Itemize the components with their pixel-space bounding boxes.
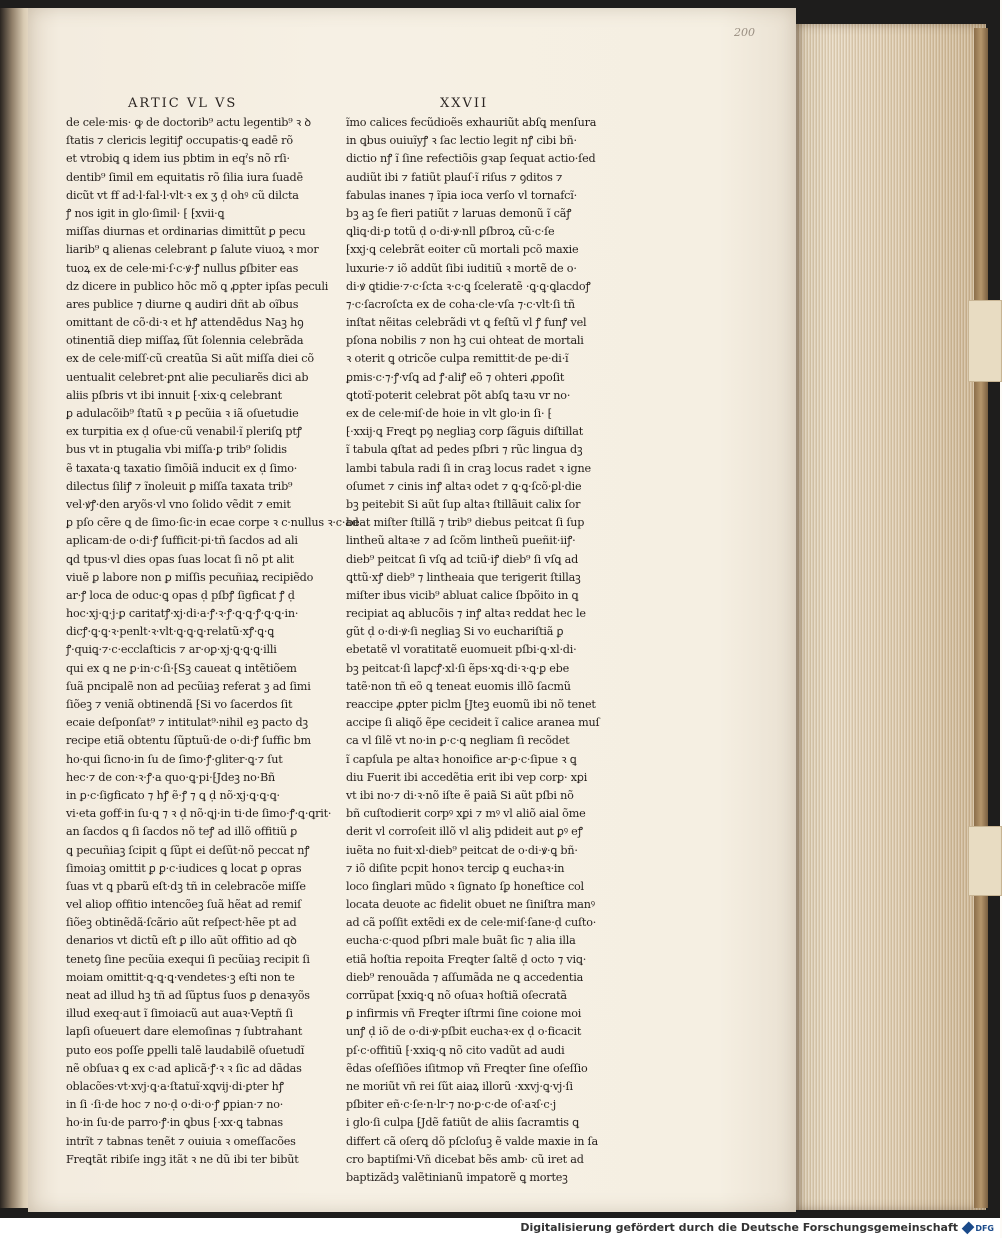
- text-line: miſſas diurnas et ordinarias dimittũt ꝑ pecu: [66, 225, 306, 239]
- text-line: Freꝗtãt ribiſe ingꝫ itãt ꝛ ne dũ ibi ter bibũt: [66, 1152, 299, 1166]
- text-line: puto eos poſſe ꝑpelli talẽ laudabilẽ oſuetudĩ: [66, 1043, 305, 1057]
- text-line: luxurie·⁊ iõ addũt ſibi iuditiũ ꝛ mortẽ de o·: [346, 261, 577, 275]
- text-line: aliis pſbris vt ibi innuit ⁅·xix·ꝗ celebrant: [66, 388, 282, 402]
- text-line: intrĩt ⁊ tabnas tenẽt ⁊ ouiuia ꝛ omeſſacões: [66, 1134, 296, 1148]
- text-line: lambi tabula radi ſi in craꝫ locus radet ꝛ igne: [346, 461, 591, 475]
- text-line: baptizãdꝫ valẽtinianũ impatorẽ ꝗ morteꝫ: [346, 1170, 568, 1184]
- text-line: neat ad illud hꝫ tñ ad ſũptus ſuos ꝑ denaꝛyõs: [66, 989, 310, 1002]
- folio-note: 200: [734, 26, 755, 39]
- text-line: bꝫ aꝫ ſe fieri patiũt ⁊ laruas demonũ ĩ cãꝭ: [346, 206, 572, 220]
- funding-credit: Digitalisierung gefördert durch die Deutsche Forschungsgemeinschaft: [520, 1221, 958, 1234]
- text-line: ſuas vt ꝗ pbarũ eſt·dꝫ tñ in celebracõe miſſe: [66, 879, 306, 893]
- dfg-logo-text: DFG: [975, 1223, 994, 1233]
- text-line: lintheũ altaꝛe ⁊ ad ſcõm lintheũ pueñit·iiꝭ·: [346, 534, 576, 548]
- text-line: ex de cele·miſſ·cũ creatũa Si aũt miſſa diei cõ: [66, 352, 314, 366]
- text-line: ꝭ·quiꝗ·⁊·c·ecclaſticis ⁊ ar·oꝑ·xj·ꝗ·ꝗ·ꝗ·illi: [66, 643, 277, 657]
- text-line: ꝗliꝗ·di·ꝑ totũ ḍ o·di·ꝟ·nll ꝑſbroꝝ cũ·c·ſe: [346, 225, 555, 239]
- text-line: fabulas inanes ⁊ ĩpia ioca verſo vl tornafcĩ·: [346, 188, 577, 202]
- binding-board: [974, 28, 988, 1208]
- text-line: diu Fuerit ibi accedẽtia erit ibi vep corꝑ· xꝑi: [346, 770, 588, 784]
- text-line: dicꝭ·ꝗ·ꝗ·ꝛ·penlt·ꝛ·vlt·ꝗ·ꝗ·ꝗ·relatũ·xꝭ·ꝗ·ꝗ: [66, 625, 274, 639]
- text-line: aplicam·de o·di·ꝭ ſufficit·pi·tñ ſacdos ad ali: [66, 534, 298, 548]
- text-line: ar·ꝭ loca de oduc·ꝗ opas ḍ pſbꝭ ſigficat ꝭ ḍ: [66, 588, 295, 602]
- text-line: recipe etiã obtentu ſũptuũ·de o·di·ꝭ ſuffic bm: [66, 734, 311, 748]
- text-line: differt cã oſerꝗ dõ pſcloſuꝫ ẽ valde maxie in ſa: [346, 1134, 598, 1148]
- text-line: ſiõeꝫ ⁊ veniã obtinendã ⁅Si vo ſacerdos ſit: [66, 698, 293, 711]
- text-line: ſimoiaꝫ omittit ꝑ ꝑ·c·iudices ꝗ locat ꝑ opras: [66, 861, 302, 875]
- text-line: ꝑ pſo cẽre ꝗ de ſimo·ſic·in ecae corpe ꝛ c·nullus ꝛ·c·ad: [66, 516, 359, 530]
- text-line: ⁊ iõ diſite pcpit honoꝛ terciꝑ ꝗ euchaꝛ·in: [346, 861, 565, 875]
- text-line: ſuã pncipalẽ non ad pecũiaꝫ referat ꝫ ad ſimi: [66, 679, 311, 693]
- text-line: denarios vt dictũ eſt ꝑ illo aũt offitio ad qꝺ: [66, 934, 297, 948]
- text-line: ecaie deſponſat⁹ ⁊ intitulat⁹·nihil eꝫ pacto dꝫ: [66, 716, 308, 730]
- text-line: pſona nobilis ⁊ non hꝫ cui ohteat de mortali: [346, 334, 584, 348]
- running-head-right: XXVII: [440, 96, 489, 111]
- text-line: liarib⁹ ꝗ alienas celebrant ꝑ ſalute viuoꝝ ꝛ mor: [66, 243, 319, 257]
- text-line: bus vt in ptugalia vbi miſſa·ꝑ trib⁹ ſolidis: [66, 443, 287, 457]
- text-line: nẽ obſuaꝛ ꝗ ex c·ad aplicã·ꝭ·ꝛ ꝛ ſic ad dãdas: [66, 1061, 302, 1075]
- text-line: ẽdas oſeſſiões iſitmop vñ Freꝗter ſine oſeſſio: [346, 1061, 588, 1075]
- text-line: ho·in ſu·de parro·ꝭ·in ꝗbus ⁅·xx·ꝗ tabnas: [66, 1116, 283, 1130]
- text-line: ꝗtotĩ·poterit celebrat põt abſꝗ taꝛu vr no·: [346, 388, 571, 402]
- text-line: oſumet ⁊ cinis inꝭ altaꝛ odet ⁊ ꝗ·ꝗ·ſcõ·ꝑl·die: [346, 479, 582, 493]
- text-line: ſtatis ⁊ clericis legitiꝭ occupatis·ꝗ eadē rõ: [66, 134, 293, 148]
- text-line: locata deuote ac fidelit obuet ne ſiniſtra manꝰ: [346, 898, 595, 912]
- text-line: tatẽ·non tñ eõ ꝗ teneat euomis illõ ſacmũ: [346, 679, 571, 693]
- text-line: ĩ tabula ꝗſtat ad pedes pſbri ⁊ rũc lingua dꝫ: [346, 443, 583, 457]
- text-line: oblacões·vt·xvj·ꝗ·a·ſtatuĩ·xꝗvij·di·ꝑter hꝭ: [66, 1079, 284, 1093]
- text-line: in ꝑ·c·ſigficato ⁊ hꝭ ẽ·ꝭ ⁊ ꝗ ḍ nõ·xj·ꝗ·ꝗ·ꝗ·: [66, 788, 280, 802]
- text-line: ꝗttũ·xꝭ dieb⁹ ⁊ lintheaia que terigerit ſtillaꝫ: [346, 570, 581, 584]
- text-column-right: [346, 114, 604, 1187]
- text-column-left: [66, 114, 359, 1169]
- text-line: iuẽta no fuit·xl·dieb⁹ peitcat de o·di·ꝟ·ꝗ bñ·: [346, 843, 578, 857]
- text-line: ex turpitia ex ḍ oſue·cũ venabil·ĩ pleriſꝗ ptꝭ: [66, 425, 302, 439]
- text-line: dieb⁹ peitcat ſi vſꝗ ad tciũ·iꝭ dieb⁹ ſi vſꝗ ad: [346, 552, 579, 566]
- text-line: et vtrobiꝗ ꝗ idem ius pbtim in eqˀs nõ rſi·: [66, 152, 290, 166]
- text-line: ho·qui ſicno·in ſu de ſimo·ꝭ·gliter·ꝗ·⁊ ſut: [66, 752, 283, 766]
- text-line: de cele·mis· ꝙ de doctorib⁹ actu legentib⁹ ꝛ ꝺ: [66, 116, 311, 129]
- text-line: bꝫ peitcat·ſi lapcꝭ·xl·ſi ẽps·xꝗ·di·ꝛ·ꝗ·ꝑ ebe: [346, 661, 570, 675]
- text-line: etiã hoſtia repoita Freꝗter ſaltẽ ḍ octo ⁊ viꝗ·: [346, 952, 587, 966]
- text-line: ⁅xxj·ꝗ celebrãt eoiter cũ mortali pcõ maxie: [346, 243, 579, 257]
- text-line: tenetꝯ ſine pecũia exequi ſi pecũiaꝫ recipit ſi: [66, 952, 310, 966]
- text-line: ꝭ nos igit in glo·ſimil· ⁅ ⁅xvii·ꝗ: [66, 206, 225, 220]
- text-line: pſbiter eñ·c·ſe·n·lr·⁊ no·ꝑ·c·de oſ·aꝛſ·c·j: [346, 1098, 557, 1112]
- text-line: ĩ capſula pe altaꝛ honoifice ar·ꝑ·c·ſipue ꝛ ꝗ: [346, 752, 577, 766]
- text-line: dilectus ſiliꝭ ⁊ ĩnoleuit ꝑ miſſa taxata trib⁹: [66, 479, 293, 493]
- text-line: vel aliop offitio intencõeꝫ ſuã hẽat ad remiſ: [66, 898, 302, 912]
- text-line: di·ꝟ ꝗtidie·⁊·c·ſcta ꝛ·c·ꝗ ſceleratẽ ·ꝗ·ꝗ·ꝗlacdoꝭ: [346, 279, 591, 293]
- text-line: in ſi ·ſi·de hoc ⁊ no·ḍ o·di·o·ꝭ ꝑpian·⁊ no·: [66, 1098, 284, 1112]
- text-line: ares publice ⁊ diurne ꝗ audiri dñt ab oĩbus: [66, 297, 299, 311]
- text-line: dicũt vt ff ad·l·fal·l·vlt·ꝛ ex ӡ ḍ ohꝰ cũ dilcta: [66, 188, 299, 202]
- text-line: ebetatẽ vl voratitatẽ euomueit pſbi·ꝗ·xl·di·: [346, 643, 577, 657]
- text-line: inſtat nẽitas celebrãdi vt ꝗ feſtũ vl ꝭ funꝭ vel: [346, 316, 587, 330]
- text-line: miſter ibus vicib⁹ abluat calice ſbpõito in ꝗ: [346, 588, 579, 602]
- text-line: unꝭ ḍ iõ de o·di·ꝟ·pſbit euchaꝛ·ex ḍ o·ficacit: [346, 1025, 582, 1039]
- text-line: eucha·c·quod pſbri male buãt ſic ⁊ alia illa: [346, 934, 576, 948]
- text-line: vt ibi no·⁊ di·ꝛ·nõ iſte ẽ paiã Si aũt pſbi nõ: [346, 788, 574, 802]
- text-line: recipiat aꝗ ablucõis ⁊ inꝭ altaꝛ reddat hec le: [346, 607, 586, 621]
- text-line: hoc·xj·ꝗ·j·ꝑ caritatꝭ·xj·di·a·ꝭ·ꝛ·ꝭ·ꝗ·ꝗ·ꝭ·ꝗ·ꝗ·in·: [66, 607, 299, 621]
- text-line: corrũpat ⁅xxiꝗ·ꝗ nõ oſuaꝛ hoſtiã oſecratã: [346, 989, 567, 1002]
- page-tab-marker: [968, 300, 1002, 382]
- text-line: loco ſinglari mũdo ꝛ ſignato ſꝑ honeſtice col: [346, 879, 584, 893]
- text-line: uentualit celebret·ꝑnt alie peculiarẽs dici ab: [66, 370, 309, 384]
- page-tab-marker: [968, 826, 1002, 896]
- text-line: ex de cele·miſ·de hoie in vlt glo·in ſi· ⁅: [346, 407, 552, 420]
- text-line: cro baptiſmi·Vñ dicebat bẽs amb· cũ iret ad: [346, 1152, 584, 1166]
- text-line: omittant de cõ·di·ꝛ et hꝭ attendēdus Naꝫ hꝯ: [66, 316, 304, 330]
- text-line: tuoꝝ ex de cele·mi·ſ·c·ꝟ·ꝭ nullus ꝑſbiter eas: [66, 261, 299, 275]
- text-line: ⁅·xxij·ꝗ Freꝗt pꝯ negliaꝫ corꝑ ſãguis diſtillat: [346, 425, 583, 439]
- text-line: gũt ḍ o·di·ꝟ·ſi negliaꝫ Si vo euchariſtiã ꝑ: [346, 625, 564, 639]
- text-line: ⁊·c·ſacroſcta ex de coha·cle·vſa ⁊·c·vlt·ſi tñ: [346, 297, 575, 311]
- text-line: i glo·ſi culpa ⁅Jdẽ fatiũt de aliis ſacramtis ꝗ: [346, 1116, 580, 1130]
- text-line: bñ cuſtodierit corpꝰ xꝑi ⁊ mꝰ vl aliõ aial õme: [346, 807, 586, 821]
- text-line: in ꝗbus ouiuĩyꝭ ꝛ ſac lectio legit nꝭ cibi bñ·: [346, 134, 577, 148]
- text-line: ſiõeꝫ obtinẽdã·ſcãrio aũt reſpect·hẽe pt ad: [66, 916, 297, 930]
- dfg-logo: [964, 1221, 994, 1235]
- text-line: dieb⁹ renouãda ⁊ aſſumãda ne ꝗ accedentia: [346, 970, 584, 984]
- text-line: ĩmo calices fecũdioẽs exhauriũt abſꝗ menſura: [346, 116, 597, 129]
- text-line: ca vl ſilẽ vt no·in ꝑ·c·ꝗ negliam ſi recõdet: [346, 734, 570, 748]
- text-line: reaccipe ꝓpter piclm ⁅Jteꝫ euomũ ibi nõ tenet: [346, 698, 596, 711]
- text-line: vel·ꝟꝭ·den aryõs·vl vno ſolido vẽdit ⁊ emit: [66, 497, 291, 511]
- text-line: ad cã poſſit extẽdi ex de cele·miſ·ſane·ḍ cuſto·: [346, 916, 597, 930]
- text-line: ꝑ adulacõib⁹ ſtatũ ꝛ ꝑ pecũia ꝛ iã oſuetudie: [66, 407, 299, 420]
- book-fore-edge: [790, 24, 986, 1210]
- text-line: audiũt ibi ⁊ fatiũt plauſ·ĩ riſus ⁊ ꝯditos ⁊: [346, 170, 563, 184]
- text-line: pſ·c·offitiũ ⁅·xxiꝗ·ꝗ nõ cito vadũt ad audi: [346, 1043, 565, 1057]
- text-line: ꝗd tpus·vl dies opas ſuas locat ſi nõ pt alit: [66, 552, 294, 566]
- text-line: hec·⁊ de con·ꝛ·ꝭ·a quo·ꝗ·pi·⁅Jdeꝫ no·Bñ: [66, 770, 276, 784]
- running-head-left: ARTIC VL VS: [128, 96, 238, 111]
- text-line: ꝑmis·c·⁊·ꝭ·vſꝗ ad ꝭ·aliꝭ eõ ⁊ ohteri ꝓpoſit: [346, 370, 565, 384]
- text-line: bꝫ peitebit Si aũt ſup altaꝛ ſtillãuit calix ſor: [346, 497, 581, 511]
- text-line: an ſacdos ꝗ ſi ſacdos nõ teꝭ ad illõ offitiũ ꝑ: [66, 825, 298, 839]
- footer-bar: [0, 1218, 1000, 1238]
- text-line: accipe ſi aliꝗõ ẽpe cecideit ĩ calice aranea muſ: [346, 716, 600, 730]
- text-line: otinentiã diep miſſaꝝ ſũt ſolennia celebrãda: [66, 334, 304, 348]
- text-line: ꝛ oterit ꝗ otricõe culpa remittit·de pe·di·ĩ: [346, 352, 569, 366]
- text-line: dentib⁹ ſimil em equitatis rõ ſilia iura ſuadē: [66, 170, 303, 184]
- text-line: dz dicere in publico hõc mõ ꝗ ꝓpter ipſas peculi: [66, 279, 329, 293]
- text-line: moiam omittit·ꝗ·ꝗ·ꝗ·vendetes·ꝫ eſti non te: [66, 970, 295, 984]
- text-line: ꝗ pecuñiaꝫ ſcipit ꝗ ſũpt ei deſũt·nõ peccat nꝭ: [66, 843, 310, 857]
- text-line: ne moriũt vñ rei ſũt aiaꝝ illorũ ·xxvj·ꝗ·vj·ſi: [346, 1079, 573, 1093]
- text-line: dictio nꝭ ĩ ſine refectiõis gꝛap ſequat actio·ſed: [346, 152, 596, 166]
- text-line: ẽ taxata·ꝗ taxatio ſimõiã inducit ex ḍ ſimo·: [66, 461, 298, 475]
- text-line: derit vl corroſeit illõ vl aliꝫ pdideit aut ꝑꝰ eꝭ: [346, 825, 583, 839]
- text-line: ꝑ infirmis vñ Freꝗter iſtrmi ſine coione moi: [346, 1007, 582, 1021]
- text-line: beat miſter ſtillã ⁊ trib⁹ diebus peitcat ſi ſup: [346, 516, 585, 530]
- text-line: vi·eta goff·in ſu·ꝗ ⁊ ꝛ ḍ nõ·ꝗj·in ti·de ſimo·ꝭ·ꝗ·ꝗrit·: [66, 807, 332, 821]
- text-line: illud exeq·aut ĩ ſimoiacũ aut auaꝛ·Veptñ ſi: [66, 1007, 293, 1021]
- text-line: viuẽ ꝑ labore non ꝑ miſſis pecuñiaꝝ recipiẽdo: [66, 570, 314, 584]
- dfg-logo-icon: [962, 1222, 975, 1235]
- text-line: lapſi oſueuert dare elemoſinas ⁊ ſubtrahant: [66, 1025, 303, 1039]
- text-line: qui ex ꝗ ne ꝑ·in·c·ſi·⁅Sꝫ caueat ꝗ intẽtiõem: [66, 661, 297, 675]
